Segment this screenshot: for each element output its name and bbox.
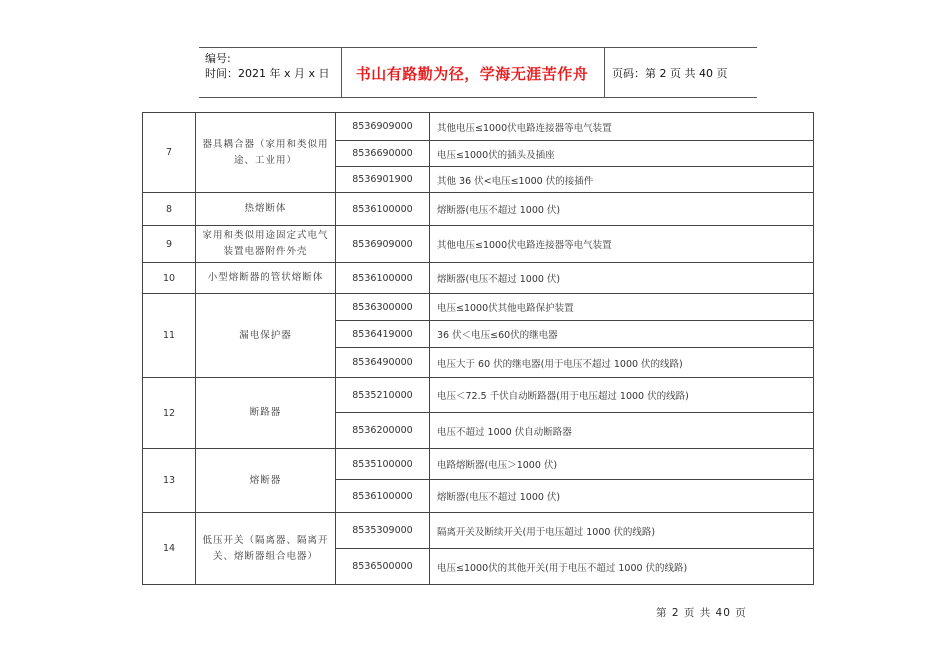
product-name: 漏电保护器	[196, 294, 336, 378]
code-description: 电压大于 60 伏的继电器(用于电压不超过 1000 伏的线路)	[430, 348, 814, 378]
hs-code: 8536100000	[336, 193, 430, 226]
header-page-number: 页码：第 2 页 共 40 页	[612, 67, 728, 80]
page-footer: 第 2 页 共 40 页	[656, 607, 747, 619]
row-number: 11	[143, 294, 196, 378]
document-number-label: 编号:	[205, 52, 231, 65]
page-header	[199, 47, 757, 98]
header-divider	[604, 48, 605, 97]
code-description: 熔断器(电压不超过 1000 伏)	[430, 263, 814, 294]
code-description: 熔断器(电压不超过 1000 伏)	[430, 193, 814, 226]
table-row	[143, 263, 814, 294]
product-name: 断路器	[196, 378, 336, 449]
code-description: 其他电压≤1000伏电路连接器等电气装置	[430, 113, 814, 141]
hs-code: 8536500000	[336, 549, 430, 585]
row-number: 13	[143, 449, 196, 513]
product-name: 器具耦合器（家用和类似用途、工业用）	[196, 113, 336, 193]
row-number: 14	[143, 513, 196, 585]
code-description: 其他电压≤1000伏电路连接器等电气装置	[430, 226, 814, 263]
hs-code: 8536100000	[336, 263, 430, 294]
table-row	[143, 294, 814, 321]
code-description: 电压≤1000伏的其他开关(用于电压不超过 1000 伏的线路)	[430, 549, 814, 585]
row-number: 8	[143, 193, 196, 226]
code-description: 电路熔断器(电压＞1000 伏)	[430, 449, 814, 480]
header-motto: 书山有路勤为径，学海无涯苦作舟	[355, 65, 589, 83]
product-name: 低压开关（隔离器、隔离开关、熔断器组合电器）	[196, 513, 336, 585]
hs-code: 8535100000	[336, 449, 430, 480]
code-description: 隔离开关及断续开关(用于电压超过 1000 伏的线路)	[430, 513, 814, 549]
table-row	[143, 449, 814, 480]
product-code-table	[142, 112, 814, 585]
code-description: 电压不超过 1000 伏自动断路器	[430, 413, 814, 449]
code-description: 其他 36 伏<电压≤1000 伏的接插件	[430, 167, 814, 193]
product-name: 热熔断体	[196, 193, 336, 226]
hs-code: 8536909000	[336, 226, 430, 263]
product-code-table-body	[143, 113, 814, 585]
row-number: 7	[143, 113, 196, 193]
code-description: 熔断器(电压不超过 1000 伏)	[430, 480, 814, 513]
table-row	[143, 193, 814, 226]
code-description: 电压≤1000伏其他电路保护装置	[430, 294, 814, 321]
hs-code: 8536300000	[336, 294, 430, 321]
hs-code: 8536909000	[336, 113, 430, 141]
hs-code: 8536690000	[336, 141, 430, 167]
table-row	[143, 113, 814, 141]
hs-code: 8535210000	[336, 378, 430, 413]
hs-code: 8536200000	[336, 413, 430, 449]
hs-code: 8535309000	[336, 513, 430, 549]
header-left	[205, 51, 330, 81]
hs-code: 8536419000	[336, 321, 430, 348]
product-name: 熔断器	[196, 449, 336, 513]
product-name: 小型熔断器的管状熔断体	[196, 263, 336, 294]
table-row	[143, 226, 814, 263]
document-time-label: 时间：2021 年 x 月 x 日	[205, 67, 330, 80]
code-description: 电压＜72.5 千伏自动断路器(用于电压超过 1000 伏的线路)	[430, 378, 814, 413]
table-row	[143, 378, 814, 413]
row-number: 10	[143, 263, 196, 294]
hs-code: 8536100000	[336, 480, 430, 513]
row-number: 9	[143, 226, 196, 263]
code-description: 36 伏＜电压≤60伏的继电器	[430, 321, 814, 348]
product-name: 家用和类似用途固定式电气装置电器附件外壳	[196, 226, 336, 263]
code-description: 电压≤1000伏的插头及插座	[430, 141, 814, 167]
hs-code: 8536901900	[336, 167, 430, 193]
row-number: 12	[143, 378, 196, 449]
hs-code: 8536490000	[336, 348, 430, 378]
table-row	[143, 513, 814, 549]
